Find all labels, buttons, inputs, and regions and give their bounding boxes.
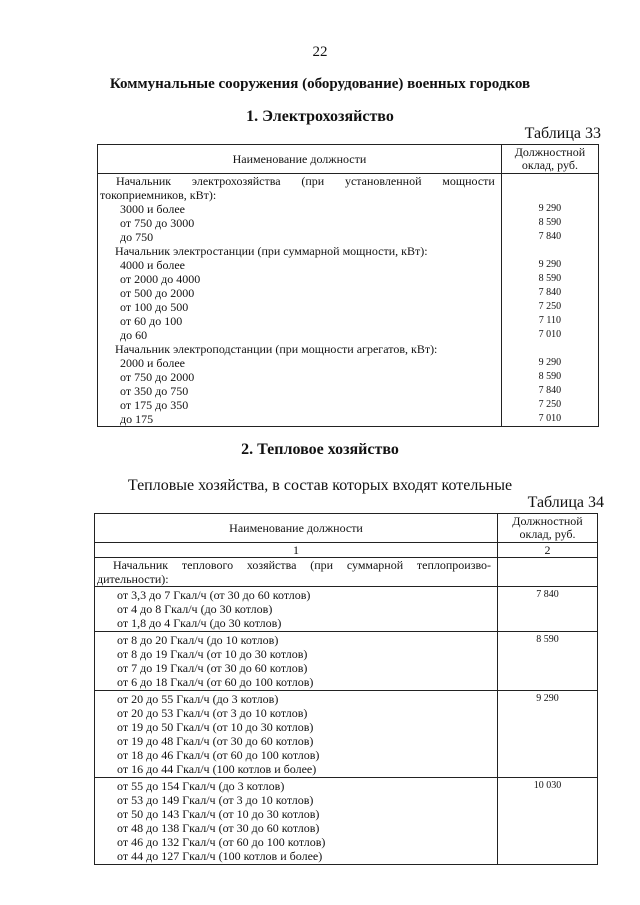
list-item: от 100 до 500 xyxy=(120,300,189,314)
salary-value: 7 010 xyxy=(538,413,562,424)
salary-value: 7 840 xyxy=(538,231,562,242)
table-row xyxy=(95,587,598,632)
salary-value: 9 290 xyxy=(538,203,562,214)
salary-value: 7 250 xyxy=(538,301,562,312)
group1-title: Начальник электрохозяйства (при установленной мощности xyxy=(116,174,495,188)
salary-value: 9 290 xyxy=(498,691,598,778)
table34-header-salary-line1: Должностной xyxy=(512,514,583,528)
list-item: от 500 до 2000 xyxy=(120,286,195,300)
list-item: от 53 до 149 Гкал/ч (от 3 до 10 котлов) xyxy=(117,793,314,807)
table-33 xyxy=(97,144,599,427)
list-item: от 1,8 до 4 Гкал/ч (до 30 котлов) xyxy=(117,616,282,630)
list-item: от 19 до 50 Гкал/ч (от 10 до 30 котлов) xyxy=(117,720,314,734)
table34-col-number-2: 2 xyxy=(498,543,598,558)
salary-value: 9 290 xyxy=(538,357,562,368)
block1-lines xyxy=(95,587,498,632)
list-item: от 8 до 20 Гкал/ч (до 10 котлов) xyxy=(117,633,279,647)
list-item: от 46 до 132 Гкал/ч (от 60 до 100 котлов) xyxy=(117,835,326,849)
table33-header-name: Наименование должности xyxy=(98,145,502,174)
list-item: 3000 и более xyxy=(120,202,186,216)
table-34 xyxy=(94,513,598,865)
salary-value: 7 840 xyxy=(538,385,562,396)
list-item: от 4 до 8 Гкал/ч (до 30 котлов) xyxy=(117,602,273,616)
group1-title-cont: токоприемников, кВт): xyxy=(100,188,217,202)
list-item: от 19 до 48 Гкал/ч (от 30 до 60 котлов) xyxy=(117,734,314,748)
list-item: от 55 до 154 Гкал/ч (до 3 котлов) xyxy=(117,779,285,793)
list-item: от 2000 до 4000 xyxy=(120,272,201,286)
intro-line: Начальник теплового хозяйства (при суммарной теплопроизво- xyxy=(113,558,492,572)
salary-value: 8 590 xyxy=(538,273,562,284)
table34-header-salary-line2: оклад, руб. xyxy=(519,527,576,541)
salary-value: 7 110 xyxy=(538,315,561,326)
list-item: от 60 до 100 xyxy=(120,314,183,328)
section2-heading: 2. Тепловое хозяйство xyxy=(241,441,399,458)
page-number: 22 xyxy=(312,44,328,60)
salary-value: 8 590 xyxy=(538,371,562,382)
list-item: от 20 до 53 Гкал/ч (от 3 до 10 котлов) xyxy=(117,706,308,720)
list-item: 2000 и более xyxy=(120,356,186,370)
block4-lines xyxy=(95,778,498,865)
intro-line-cont: дительности): xyxy=(97,572,169,586)
table33-header-salary-line1: Должностной xyxy=(514,145,586,159)
list-item: от 6 до 18 Гкал/ч (от 60 до 100 котлов) xyxy=(117,675,314,689)
list-item: от 750 до 2000 xyxy=(120,370,195,384)
group3-title: Начальник электроподстанции (при мощности агрегатов, кВт): xyxy=(115,342,438,356)
table34-col-number-1: 1 xyxy=(95,543,498,558)
table33-label: Таблица 33 xyxy=(524,125,601,142)
block3-lines xyxy=(95,691,498,778)
list-item: от 3,3 до 7 Гкал/ч (от 30 до 60 котлов) xyxy=(117,588,311,602)
document-title: Коммунальные сооружения (оборудование) военных городков xyxy=(109,76,531,92)
table34-header-name: Наименование должности xyxy=(95,514,498,543)
table33-header-salary-line2: оклад, руб. xyxy=(521,158,578,172)
section1-heading: 1. Электрохозяйство xyxy=(246,108,394,125)
salary-value: 7 010 xyxy=(538,329,562,340)
table33-salary-column xyxy=(501,174,598,427)
list-item: от 8 до 19 Гкал/ч (от 10 до 30 котлов) xyxy=(117,647,308,661)
table33-header-salary xyxy=(501,145,598,174)
section2-subheading: Тепловые хозяйства, в состав которых входят котельные xyxy=(127,477,513,494)
list-item: от 50 до 143 Гкал/ч (от 10 до 30 котлов) xyxy=(117,807,320,821)
spacer xyxy=(502,188,598,202)
table33-names-column xyxy=(98,174,502,427)
salary-value: 9 290 xyxy=(538,259,562,270)
group2-title: Начальник электростанции (при суммарной мощности, кВт): xyxy=(115,244,428,258)
table-row xyxy=(95,632,598,691)
salary-value: 7 840 xyxy=(538,287,562,298)
table34-header-salary xyxy=(498,514,598,543)
table34-intro-salary-empty xyxy=(498,558,598,587)
list-item: до 175 xyxy=(120,412,154,426)
list-item: от 750 до 3000 xyxy=(120,216,195,230)
list-item: от 44 до 127 Гкал/ч (100 котлов и более) xyxy=(117,849,323,863)
list-item: от 175 до 350 xyxy=(120,398,189,412)
salary-value: 7 840 xyxy=(498,587,598,632)
spacer xyxy=(502,342,598,356)
list-item: от 18 до 46 Гкал/ч (от 60 до 100 котлов) xyxy=(117,748,320,762)
table-row xyxy=(95,778,598,865)
table34-intro xyxy=(95,558,498,587)
block2-lines xyxy=(95,632,498,691)
list-item: от 7 до 19 Гкал/ч (от 30 до 60 котлов) xyxy=(117,661,308,675)
table34-label: Таблица 34 xyxy=(527,494,604,511)
salary-value: 10 030 xyxy=(498,778,598,865)
salary-value: 8 590 xyxy=(538,217,562,228)
list-item: от 20 до 55 Гкал/ч (до 3 котлов) xyxy=(117,692,279,706)
table-row xyxy=(95,691,598,778)
salary-value: 7 250 xyxy=(538,399,562,410)
spacer xyxy=(502,244,598,258)
list-item: от 48 до 138 Гкал/ч (от 30 до 60 котлов) xyxy=(117,821,320,835)
list-item: до 750 xyxy=(120,230,154,244)
list-item: 4000 и более xyxy=(120,258,186,272)
list-item: от 16 до 44 Гкал/ч (100 котлов и более) xyxy=(117,762,317,776)
spacer xyxy=(502,174,598,188)
list-item: до 60 xyxy=(120,328,148,342)
list-item: от 350 до 750 xyxy=(120,384,189,398)
salary-value: 8 590 xyxy=(498,632,598,691)
